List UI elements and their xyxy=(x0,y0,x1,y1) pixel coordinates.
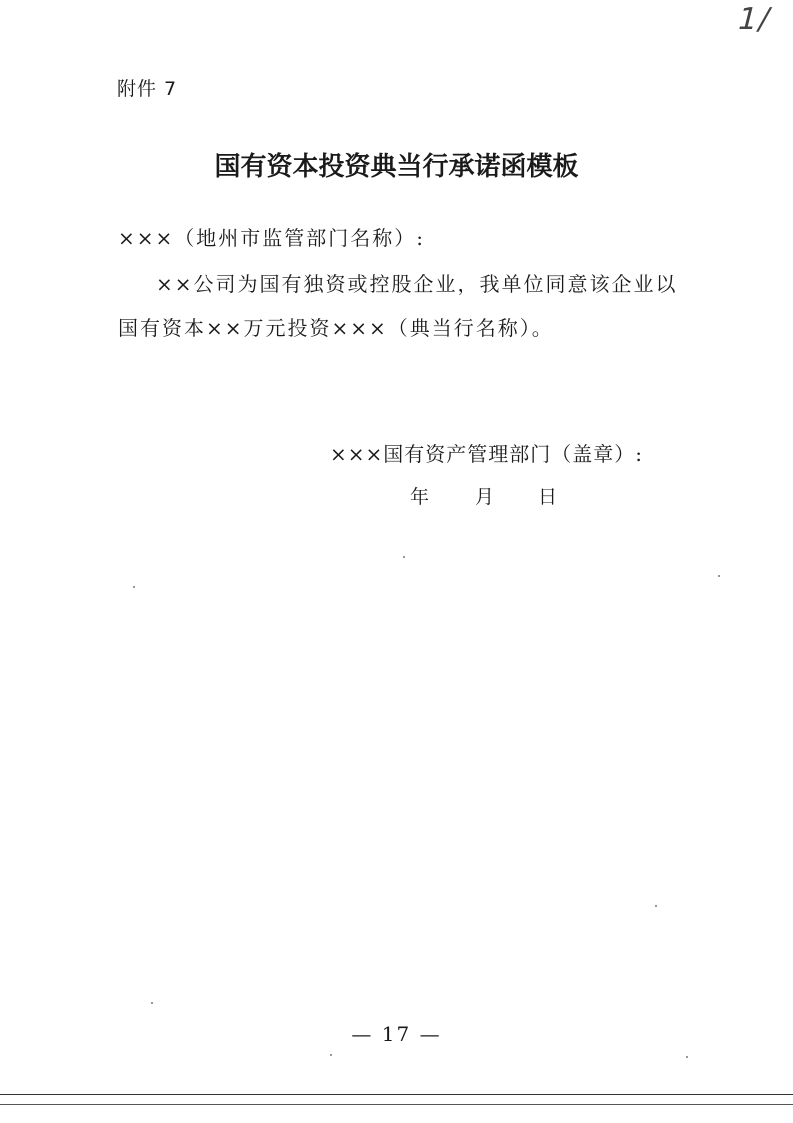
body-line-1: ××公司为国有独资或控股企业，我单位同意该企业以 xyxy=(156,272,678,296)
body-line-2: 国有资本××万元投资×××（典当行名称）。 xyxy=(118,316,554,340)
date-day-label: 日 xyxy=(538,486,558,508)
scan-speck xyxy=(133,586,135,588)
scan-speck xyxy=(403,556,405,558)
date-month-label: 月 xyxy=(475,486,495,508)
scan-speck xyxy=(655,905,657,907)
scan-speck xyxy=(330,1054,332,1056)
handwritten-page-mark: 1/ xyxy=(733,2,776,37)
attachment-label: 附件 7 xyxy=(117,78,178,100)
scan-speck xyxy=(718,575,720,577)
signatory-line: ×××国有资产管理部门（盖章）: xyxy=(330,442,644,466)
bottom-rule-secondary xyxy=(0,1104,793,1105)
document-title: 国有资本投资典当行承诺函模板 xyxy=(214,152,579,182)
salutation: ×××（地州市监管部门名称）: xyxy=(118,226,426,250)
scan-speck xyxy=(686,1056,688,1058)
bottom-rule xyxy=(0,1094,793,1095)
date-year-label: 年 xyxy=(410,486,430,508)
scan-speck xyxy=(151,1002,153,1004)
page-number: — 17 — xyxy=(351,1022,442,1046)
